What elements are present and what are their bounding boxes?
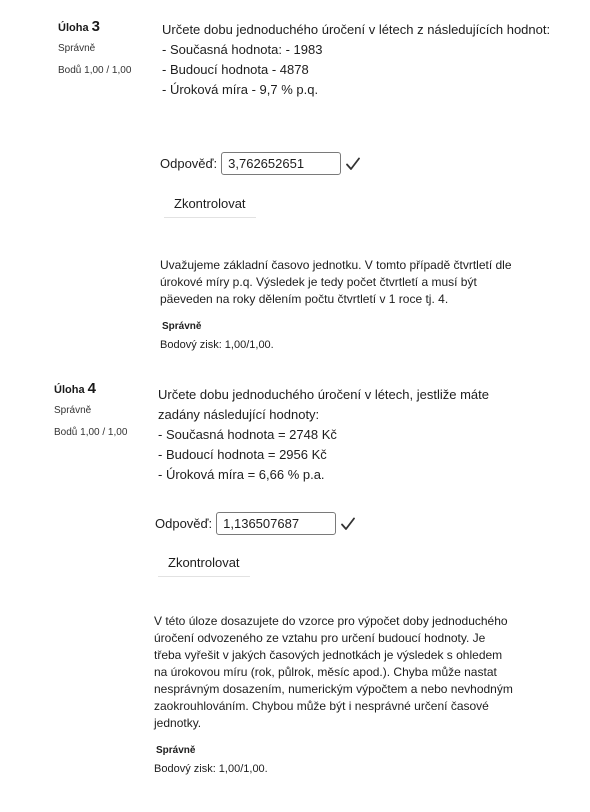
value-item: - Současná hodnota = 2748 Kč (158, 427, 337, 442)
question-state: Správně (54, 405, 92, 416)
answer-row (160, 152, 360, 175)
check-button[interactable]: Zkontrolovat (164, 192, 256, 218)
feedback-state: Správně (156, 745, 196, 756)
value-item: - Budoucí hodnota - 4878 (162, 62, 309, 77)
question-title: Úloha 3 (58, 18, 100, 35)
check-icon (346, 157, 360, 171)
question-state: Správně (58, 43, 96, 54)
question-title: Úloha 4 (54, 380, 96, 397)
question-number: 3 (91, 18, 100, 35)
question-text (158, 385, 518, 485)
answer-label: Odpověď: (160, 156, 218, 171)
check-icon (341, 517, 355, 531)
answer-label: Odpověď: (155, 516, 213, 531)
question-grade: Bodů 1,00 / 1,00 (54, 427, 128, 438)
feedback-text: Uvažujeme základní časovo jednotku. V tomto případě čtvrtletí dle úrokové míry p.q. Výsledek je tedy počet čtvrtletí a musí být päeveden na roky dělením počtu čtvrtletí v 1 roce tj. 4. (160, 258, 512, 306)
feedback (160, 257, 520, 354)
value-item: - Úroková míra - 9,7 % p.q. (162, 82, 319, 97)
feedback-text: V této úloze dosazujete do vzorce pro výpočet doby jednoduchého úročení odvozeného ze vztahu pro určení budoucí hodnoty. Je třeba vyřešit v jakých časových jednotkách je výsledek s ohledem na úrokovou míru (rok, půlrok, měsíc apod.). Chyba může nastat nesprávným dosazením, numerickým výpočtem a nebo nevhodným zaokrouhlováním. Chybou může být i nesprávné určení časové jednotky. (154, 614, 513, 730)
question-prompt: Určete dobu jednoduchého úročení v létech, jestliže máte zadány následující hodnoty: (158, 387, 489, 422)
value-item: - Budoucí hodnota = 2956 Kč (158, 447, 327, 462)
answer-row (155, 512, 355, 535)
question-info (54, 380, 144, 438)
feedback-state: Správně (162, 321, 202, 332)
question-prompt: Určete dobu jednoduchého úročení v létech z následujících hodnot: (162, 22, 551, 37)
question-grade: Bodů 1,00 / 1,00 (58, 65, 132, 76)
feedback-score: Bodový zisk: 1,00/1,00. (160, 339, 274, 351)
value-item: - Úroková míra = 6,66 % p.a. (158, 467, 325, 482)
answer-input[interactable] (221, 152, 341, 175)
value-item: - Současná hodnota: - 1983 (162, 42, 323, 57)
question-info (58, 18, 148, 76)
check-button[interactable]: Zkontrolovat (158, 551, 250, 577)
feedback (154, 613, 514, 778)
feedback-score: Bodový zisk: 1,00/1,00. (154, 763, 268, 775)
answer-input[interactable] (216, 512, 336, 535)
question-number: 4 (87, 380, 96, 397)
question-text (162, 20, 562, 100)
